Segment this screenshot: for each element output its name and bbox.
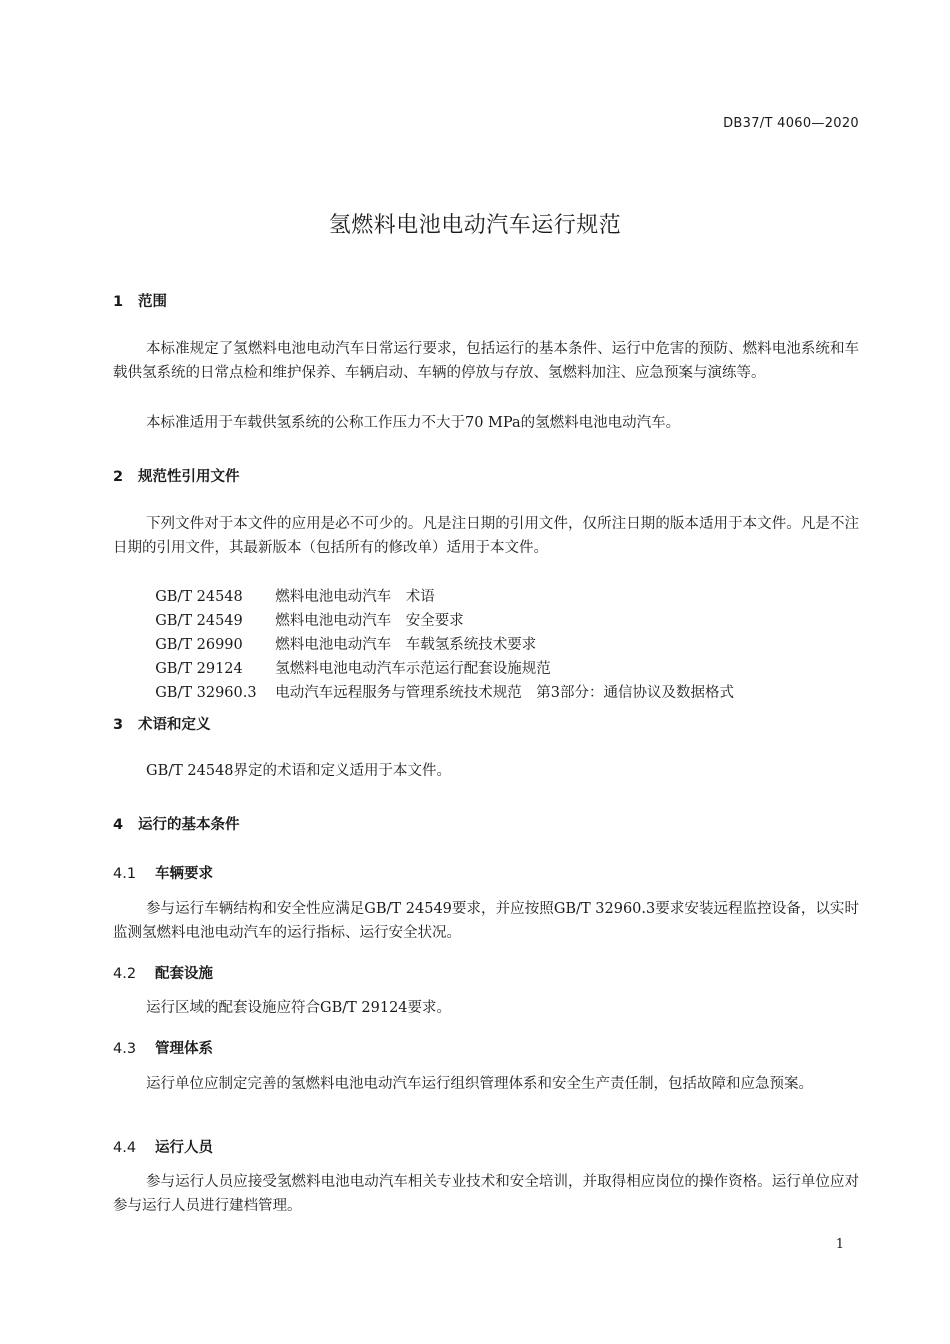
page-number: 1: [835, 1237, 844, 1252]
subsection-4-1-heading: [113, 862, 213, 883]
section-1-paragraph-1: 本标准规定了氢燃料电池电动汽车日常运行要求，包括运行的基本条件、运行中危害的预防、燃料电池系统和车载供氢系统的日常点检和维护保养、车辆启动、车辆的停放与存放、氢燃料加注、应急预案与演练等。: [113, 341, 859, 381]
section-2-heading: [113, 465, 240, 486]
subsection-4-4-paragraph: 参与运行人员应接受氢燃料电池电动汽车相关专业技术和安全培训，并取得相应岗位的操作资格。运行单位应对参与运行人员进行建档管理。: [113, 1174, 859, 1214]
subsection-title: 管理体系: [155, 1041, 213, 1057]
section-1-paragraph-2: 本标准适用于车载供氢系统的公称工作压力不大于70 MPa的氢燃料电池电动汽车。: [146, 415, 681, 431]
section-2-paragraph-1: 下列文件对于本文件的应用是必不可少的。凡是注日期的引用文件，仅所注日期的版本适用于本文件。凡是不注日期的引用文件，其最新版本（包括所有的修改单）适用于本文件。: [113, 516, 859, 556]
subsection-number: 4.2: [113, 966, 137, 982]
reference-title: 燃料电池电动汽车 安全要求: [275, 613, 464, 629]
section-4-heading: [113, 813, 240, 834]
subsection-number: 4.4: [113, 1140, 137, 1156]
reference-code: GB/T 29124: [155, 661, 243, 677]
reference-code: GB/T 32960.3: [155, 685, 257, 701]
section-number: 3: [113, 717, 124, 733]
subsection-number: 4.3: [113, 1041, 137, 1057]
subsection-4-1-paragraph: 参与运行车辆结构和安全性应满足GB/T 24549要求，并应按照GB/T 32960.3要求安装远程监控设备，以实时监测氢燃料电池电动汽车的运行指标、运行安全状况。: [113, 901, 859, 941]
section-1-heading: [113, 290, 167, 311]
section-number: 4: [113, 817, 124, 833]
reference-title: 燃料电池电动汽车 车载氢系统技术要求: [275, 637, 537, 653]
subsection-title: 车辆要求: [155, 866, 213, 882]
section-title: 范围: [138, 294, 167, 310]
reference-code: GB/T 24549: [155, 613, 243, 629]
section-title: 规范性引用文件: [138, 469, 240, 485]
reference-title: 氢燃料电池电动汽车示范运行配套设施规范: [275, 661, 551, 677]
subsection-4-3-heading: [113, 1037, 213, 1058]
subsection-4-3-paragraph: 运行单位应制定完善的氢燃料电池电动汽车运行组织管理体系和安全生产责任制，包括故障和应急预案。: [146, 1076, 813, 1092]
subsection-4-4-heading: [113, 1136, 213, 1157]
subsection-title: 运行人员: [155, 1140, 213, 1156]
section-number: 2: [113, 469, 124, 485]
reference-code: GB/T 24548: [155, 589, 243, 605]
section-title: 术语和定义: [138, 717, 211, 733]
reference-title: 电动汽车远程服务与管理系统技术规范 第3部分：通信协议及数据格式: [275, 685, 734, 701]
section-3-paragraph-1: GB/T 24548界定的术语和定义适用于本文件。: [146, 763, 452, 779]
section-3-heading: [113, 713, 211, 734]
reference-code: GB/T 26990: [155, 637, 243, 653]
subsection-title: 配套设施: [155, 966, 213, 982]
subsection-number: 4.1: [113, 866, 137, 882]
section-number: 1: [113, 294, 124, 310]
document-title: 氢燃料电池电动汽车运行规范: [328, 213, 622, 238]
subsection-4-2-paragraph: 运行区域的配套设施应符合GB/T 29124要求。: [146, 1000, 452, 1016]
document-code: DB37/T 4060—2020: [723, 116, 859, 131]
reference-title: 燃料电池电动汽车 术语: [275, 589, 435, 605]
section-title: 运行的基本条件: [138, 817, 240, 833]
reference-item: [146, 657, 734, 705]
subsection-4-2-heading: [113, 962, 213, 983]
